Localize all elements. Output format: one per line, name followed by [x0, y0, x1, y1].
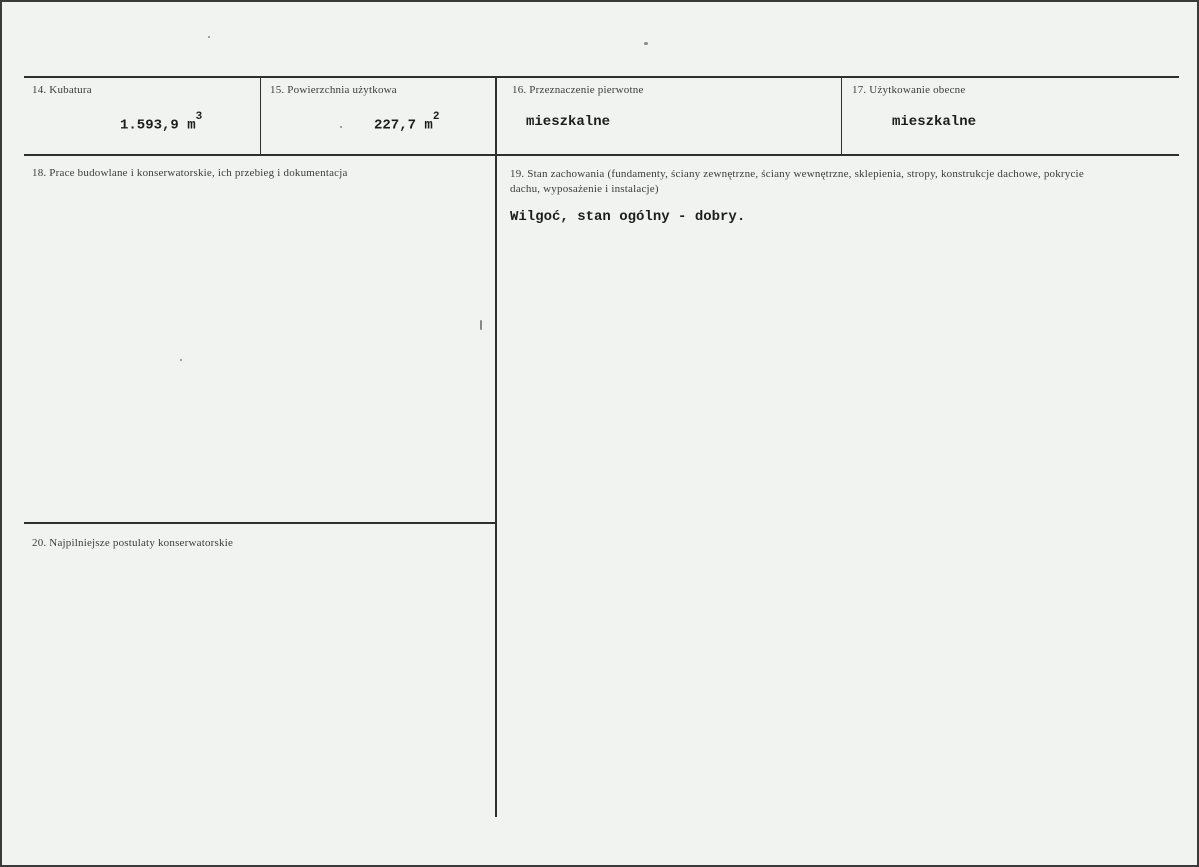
powierzchnia-label: 15. Powierzchnia użytkowa	[270, 84, 397, 96]
scan-speck	[340, 126, 342, 128]
kubatura-label: 14. Kubatura	[32, 84, 92, 96]
przeznaczenie-label: 16. Przeznaczenie pierwotne	[512, 84, 644, 96]
scan-speck	[208, 36, 210, 38]
powierzchnia-power: 2	[432, 111, 440, 123]
uzytkowanie-label: 17. Użytkowanie obecne	[852, 84, 966, 96]
center-divider	[495, 77, 497, 817]
top-rule	[24, 76, 1179, 78]
powierzchnia-number: 227,7 m	[374, 117, 433, 134]
kubatura-power: 3	[195, 111, 203, 123]
middle-rule	[24, 154, 1179, 156]
postulaty-label: 20. Najpilniejsze postulaty konserwatorskie	[32, 537, 234, 549]
left-section-rule	[24, 522, 495, 524]
przeznaczenie-value: mieszkalne	[526, 114, 611, 130]
kubatura-value	[120, 111, 203, 134]
prace-label: 18. Prace budowlane i konserwatorskie, ich przebieg i dokumentacja	[32, 167, 348, 179]
scan-speck	[480, 320, 482, 330]
uzytkowanie-value: mieszkalne	[892, 114, 977, 130]
scan-speck	[644, 42, 648, 45]
powierzchnia-value	[374, 111, 440, 134]
stan-value: Wilgoć, stan ogólny - dobry.	[510, 209, 746, 225]
kubatura-number: 1.593,9 m	[120, 117, 196, 134]
divider-16-17	[841, 77, 842, 155]
divider-14-15	[260, 77, 261, 155]
stan-label: 19. Stan zachowania (fundamenty, ściany zewnętrzne, ściany wewnętrzne, sklepienia, stropy, konstrukcje dachowe, pokrycie dachu, wyposażenie i instalacje)	[510, 168, 1084, 195]
scan-speck	[180, 359, 182, 361]
